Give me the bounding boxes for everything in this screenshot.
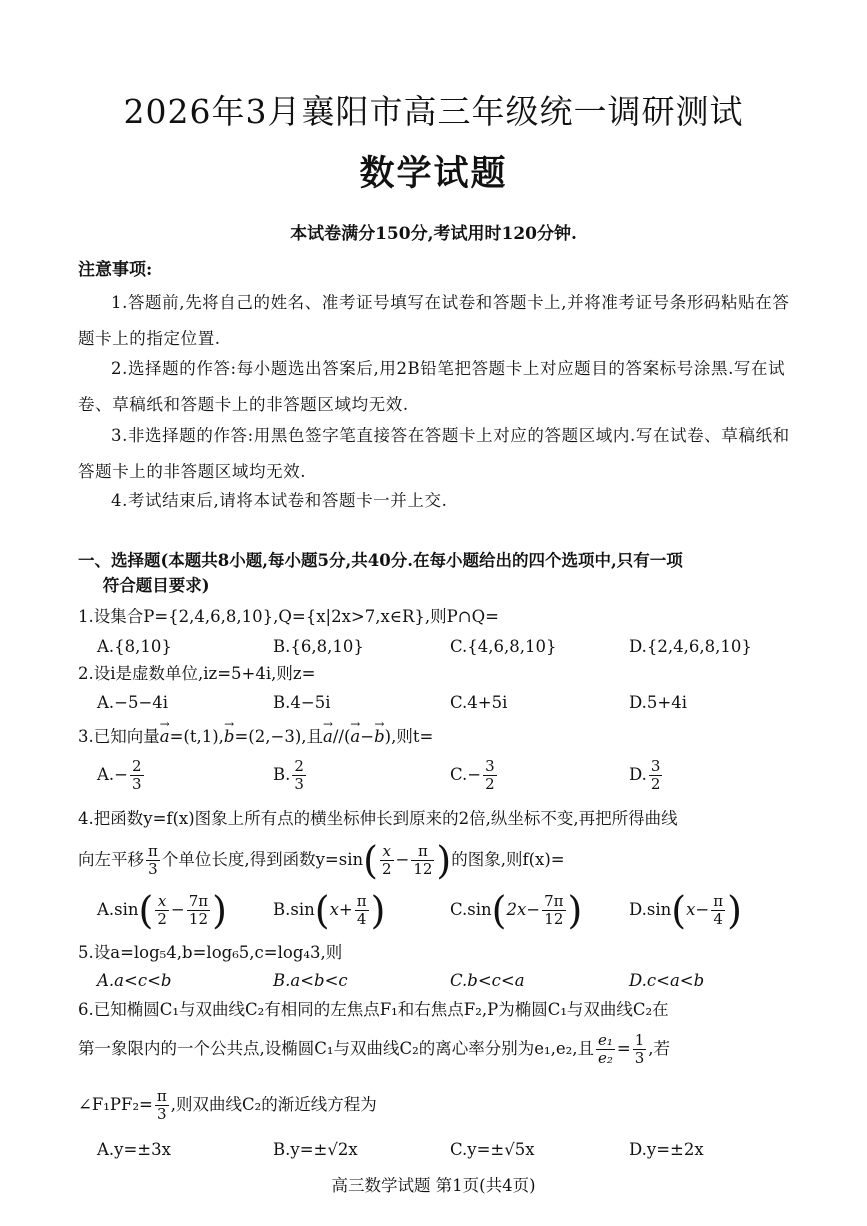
note-item: 1.答题前,先将自己的姓名、准考证号填写在试卷和答题卡上,并将准考证号条形码粘贴在答题卡上的指定位置. bbox=[78, 293, 790, 348]
question-2-options bbox=[97, 691, 797, 717]
option-b: B. $\frac{2}{3}$ bbox=[273, 757, 304, 793]
option-a: A.a<c<b bbox=[97, 971, 172, 990]
question-4-stem-line2: 向左平移 $\frac{\pi}{3}$ 个单位长度,得到函数y=sin( $\frac{x}{2}$ − $\frac{\pi}{12}$ )的图象,则f(x)= bbox=[78, 838, 565, 883]
stem-text: =(t,1), bbox=[169, 727, 224, 746]
section-heading bbox=[78, 548, 790, 598]
question-6-options bbox=[97, 1138, 797, 1164]
stem-text: //( bbox=[332, 727, 351, 746]
option-a: A.−5−4i bbox=[97, 693, 169, 712]
question-1-options bbox=[97, 635, 797, 661]
exam-title: 2026年3月襄阳市高三年级统一调研测试 bbox=[123, 92, 744, 131]
stem-text: 3.已知向量 bbox=[78, 727, 160, 746]
note-item: 4.考试结束后,请将本试卷和答题卡一并上交. bbox=[111, 491, 448, 510]
option-c: C.sin(2x− $\frac{7\pi}{12}$ ) bbox=[450, 888, 583, 933]
option-d: D.c<a<b bbox=[629, 971, 705, 990]
notes-title: 注意事项: bbox=[78, 260, 153, 280]
stem-text: ),则t= bbox=[384, 727, 434, 746]
vector-a: → a bbox=[323, 725, 333, 749]
subject-title: 数学试题 bbox=[359, 153, 508, 194]
option-c: C.− $\frac{3}{2}$ bbox=[450, 757, 495, 793]
question-4-stem-line1: 4.把函数y=f(x)图象上所有点的横坐标伸长到原来的2倍,纵坐标不变,再把所得曲线 bbox=[78, 809, 678, 828]
option-d: D.5+4i bbox=[629, 693, 687, 712]
option-c: C.y=±√5x bbox=[450, 1140, 535, 1159]
section-heading-line2: 符合题目要求) bbox=[102, 576, 210, 595]
option-b: B.y=±√2x bbox=[273, 1140, 358, 1159]
question-3-stem bbox=[78, 725, 790, 749]
vector-b: → b bbox=[224, 725, 235, 749]
question-4-options bbox=[97, 888, 797, 937]
stem-text: =(2,−3),且 bbox=[234, 727, 323, 746]
option-d: D. $\frac{3}{2}$ bbox=[629, 757, 661, 793]
option-d: D.sin(x− $\frac{\pi}{4}$ ) bbox=[629, 888, 742, 933]
exam-info: 本试卷满分150分,考试用时120分钟. bbox=[290, 224, 577, 244]
stem-text: − bbox=[360, 727, 375, 746]
option-b: B.4−5i bbox=[273, 693, 331, 712]
option-b: B.{6,8,10} bbox=[273, 637, 364, 656]
question-6-stem-line2: 第一象限内的一个公共点,设椭圆C₁与双曲线C₂的离心率分别为e₁,e₂,且 $\frac{\text{e₁}}{\text{e₂}}$ = $\frac{1}{3}$ ,若 bbox=[78, 1031, 670, 1067]
section-heading-line1: 一、选择题(本题共8小题,每小题5分,共40分.在每小题给出的四个选项中,只有一项 bbox=[78, 551, 683, 570]
question-3-options bbox=[97, 758, 797, 802]
option-b: B.a<b<c bbox=[273, 971, 348, 990]
option-a: A.{8,10} bbox=[97, 637, 172, 656]
question-6-stem-line1: 6.已知椭圆C₁与双曲线C₂有相同的左焦点F₁和右焦点F₂,P为椭圆C₁与双曲线C₂在 bbox=[78, 1000, 669, 1019]
vector-a: → a bbox=[160, 725, 170, 749]
question-5-stem: 5.设a=log₅4,b=log₆5,c=log₄3,则 bbox=[78, 943, 343, 962]
option-c: C.b<c<a bbox=[450, 971, 525, 990]
option-b: B.sin(x+ $\frac{\pi}{4}$ ) bbox=[273, 888, 386, 933]
option-a: A.y=±3x bbox=[97, 1140, 171, 1159]
note-item: 3.非选择题的作答:用黑色签字笔直接答在答题卡上对应的答题区域内.写在试卷、草稿纸和答题卡上的非答题区域均无效. bbox=[78, 426, 790, 481]
option-c: C.4+5i bbox=[450, 693, 508, 712]
option-d: D.{2,4,6,8,10} bbox=[629, 637, 752, 656]
option-a: A.sin( $\frac{x}{2}$ − $\frac{7\pi}{12}$ ) bbox=[97, 888, 227, 933]
option-a: A.− $\frac{2}{3}$ bbox=[97, 757, 142, 793]
question-5-options bbox=[97, 969, 797, 995]
option-d: D.y=±2x bbox=[629, 1140, 704, 1159]
question-1-stem: 1.设集合P={2,4,6,8,10},Q={x|2x>7,x∈R},则P∩Q= bbox=[78, 607, 499, 626]
page-footer: 高三数学试题 第1页(共4页) bbox=[331, 1176, 536, 1195]
question-6-stem-line3: ∠F₁PF₂= $\frac{\pi}{3}$ ,则双曲线C₂的渐近线方程为 bbox=[78, 1087, 377, 1123]
note-item: 2.选择题的作答:每小题选出答案后,用2B铅笔把答题卡上对应题目的答案标号涂黑.写在试卷、草稿纸和答题卡上的非答题区域均无效. bbox=[78, 359, 786, 414]
question-2-stem: 2.设i是虚数单位,iz=5+4i,则z= bbox=[78, 664, 316, 683]
vector-a: → a bbox=[350, 725, 360, 749]
option-c: C.{4,6,8,10} bbox=[450, 637, 557, 656]
vector-b: → b bbox=[374, 725, 385, 749]
